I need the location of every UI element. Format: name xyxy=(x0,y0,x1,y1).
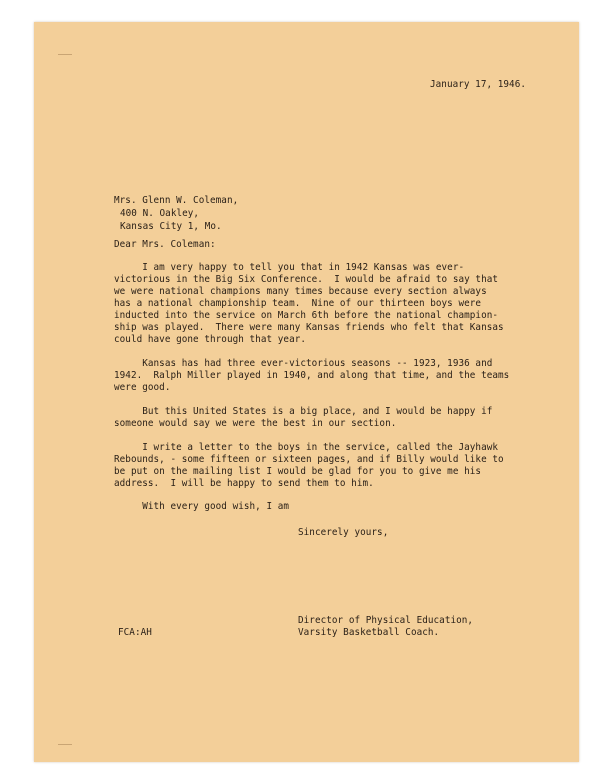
body-line: Kansas has had three ever-victorious seasons -- 1923, 1936 and xyxy=(114,358,493,369)
body-line: 1942. Ralph Miller played in 1940, and along that time, and the teams xyxy=(114,370,510,381)
body-line: address. I will be happy to send them to him. xyxy=(114,478,374,489)
body-line: With every good wish, I am xyxy=(114,501,290,512)
body-line: I write a letter to the boys in the service, called the Jayhawk xyxy=(114,442,499,453)
reference-initials: FCA:AH xyxy=(118,627,152,638)
closing: Sincerely yours, xyxy=(298,527,389,538)
body-line: has a national championship team. Nine of our thirteen boys were xyxy=(114,298,482,309)
body-line: could have gone through that year. xyxy=(114,334,307,345)
recipient-city: Kansas City 1, Mo. xyxy=(120,221,222,232)
body-line: inducted into the service on March 6th before the national champion- xyxy=(114,310,499,321)
recipient-street: 400 N. Oakley, xyxy=(120,208,200,219)
body-line: victorious in the Big Six Conference. I would be afraid to say that xyxy=(114,274,499,285)
body-line: Rebounds, - some fifteen or sixteen pages, and if Billy would like to xyxy=(114,454,504,465)
body-line: someone would say we were the best in our section. xyxy=(114,418,397,429)
body-line: we were national champions many times because every section always xyxy=(114,286,487,297)
letter-page xyxy=(34,22,579,762)
body-line: I am very happy to tell you that in 1942 Kansas was ever- xyxy=(114,262,465,273)
body-line: be put on the mailing list I would be glad for you to give me his xyxy=(114,466,482,477)
signature-title-line: Varsity Basketball Coach. xyxy=(298,627,440,638)
body-line: ship was played. There were many Kansas friends who felt that Kansas xyxy=(114,322,504,333)
binder-mark xyxy=(58,744,72,745)
recipient-name: Mrs. Glenn W. Coleman, xyxy=(114,195,239,206)
signature-title-line: Director of Physical Education, xyxy=(298,615,474,626)
letter-date: January 17, 1946. xyxy=(430,79,527,90)
body-line: were good. xyxy=(114,382,171,393)
salutation: Dear Mrs. Coleman: xyxy=(114,239,216,250)
body-line: But this United States is a big place, and I would be happy if xyxy=(114,406,493,417)
binder-mark xyxy=(58,54,72,55)
